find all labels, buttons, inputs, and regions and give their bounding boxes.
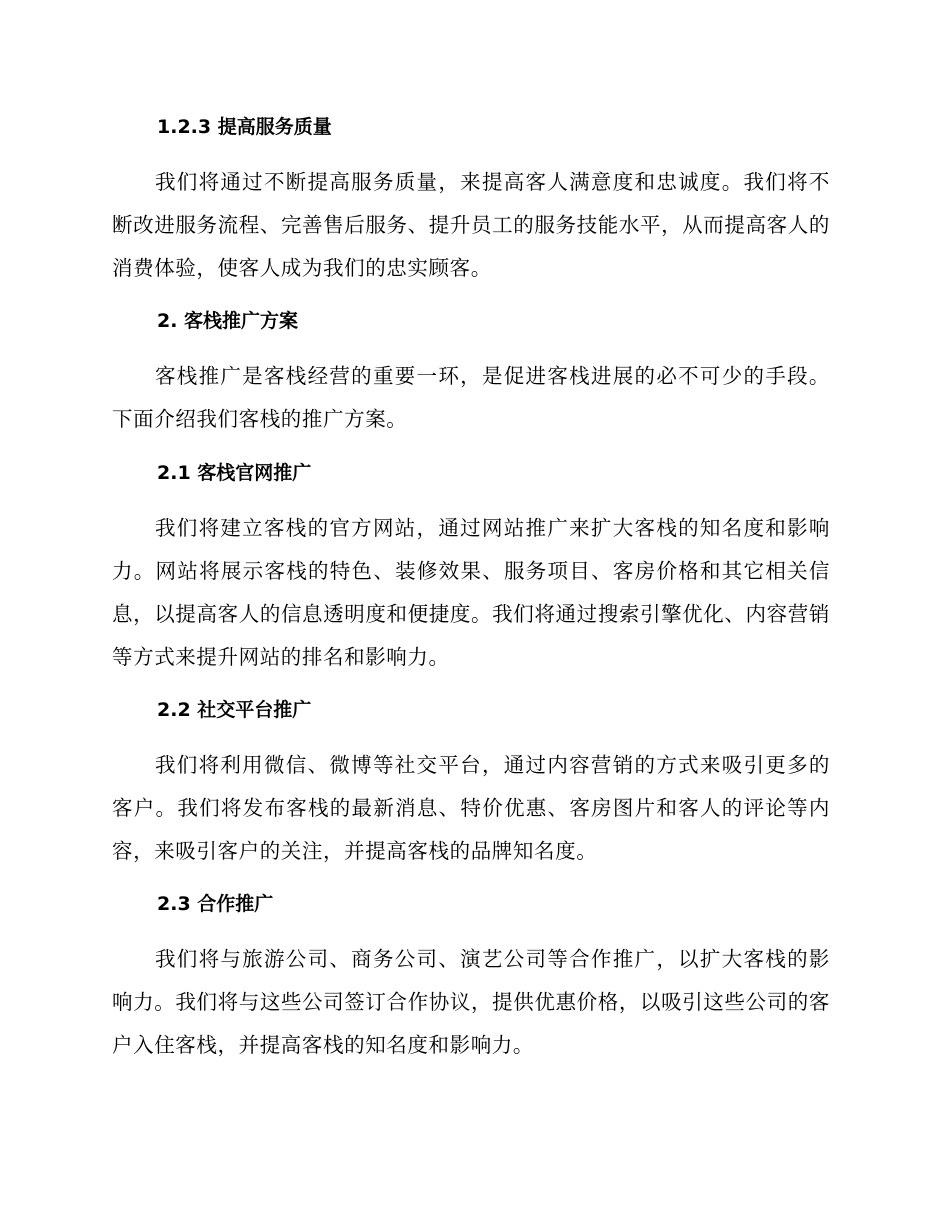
section-heading-2-1: 2.1 客栈官网推广: [157, 462, 312, 484]
section-paragraph-2-1: 我们将建立客栈的官方网站，通过网站推广来扩大客栈的知名度和影响力。网站将展示客栈的特色、装修效果、服务项目、客房价格和其它相关信息，以提高客人的信息透明度和便捷度。我们将通过搜索引擎优化、内容营销等方式来提升网站的排名和影响力。: [112, 516, 830, 669]
section-paragraph-2: 客栈推广是客栈经营的重要一环，是促进客栈进展的必不可少的手段。下面介绍我们客栈的推广方案。: [112, 364, 830, 431]
section-heading-2: 2. 客栈推广方案: [157, 310, 299, 332]
section-paragraph-2-2: 我们将利用微信、微博等社交平台，通过内容营销的方式来吸引更多的客户。我们将发布客栈的最新消息、特价优惠、客房图片和客人的评论等内容，来吸引客户的关注，并提高客栈的品牌知名度。: [112, 753, 830, 863]
section-paragraph-2-3: 我们将与旅游公司、商务公司、演艺公司等合作推广，以扩大客栈的影响力。我们将与这些公司签订合作协议，提供优惠价格，以吸引这些公司的客户入住客栈，并提高客栈的知名度和影响力。: [112, 947, 830, 1057]
section-heading-2-3: 2.3 合作推广: [157, 893, 274, 915]
section-heading-1-2-3: 1.2.3 提高服务质量: [157, 116, 332, 138]
section-heading-2-2: 2.2 社交平台推广: [157, 699, 312, 721]
section-paragraph-1-2-3: 我们将通过不断提高服务质量，来提高客人满意度和忠诚度。我们将不断改进服务流程、完善售后服务、提升员工的服务技能水平，从而提高客人的消费体验，使客人成为我们的忠实顾客。: [112, 170, 830, 280]
